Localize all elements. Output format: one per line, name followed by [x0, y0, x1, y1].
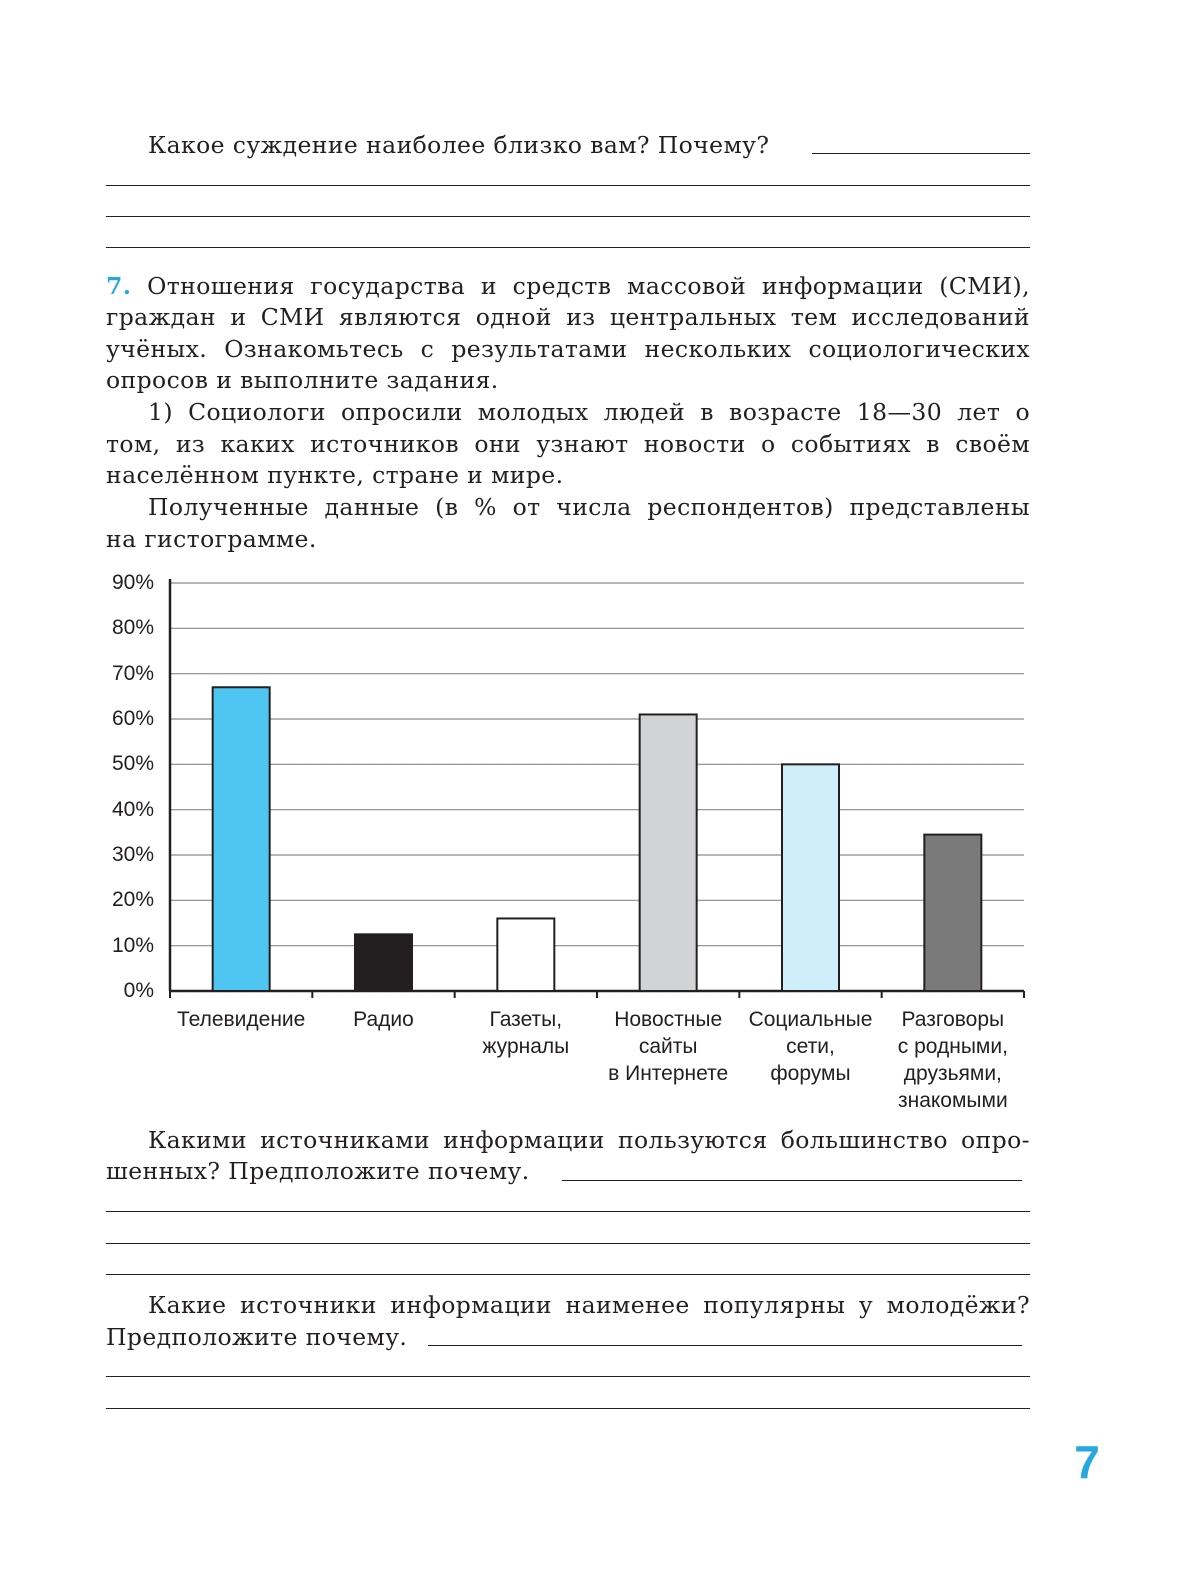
answer-line	[106, 1408, 1030, 1409]
x-category-label: Радио	[353, 1008, 414, 1031]
y-tick-label: 0%	[123, 979, 154, 1002]
y-tick-label: 80%	[111, 616, 154, 640]
bar	[497, 918, 554, 991]
task7-paragraph1-line: том, из каких источников они узнают новости о событиях в своём	[106, 430, 1030, 458]
task7-intro-line: 7. Отношения государства и средств массовой информации (СМИ),	[106, 272, 1030, 300]
y-tick-label: 90%	[111, 571, 154, 594]
x-category-label: Телевидение	[176, 1008, 306, 1031]
task7-paragraph2-line: на гистограмме.	[106, 525, 317, 553]
question-3-line: Какие источники информации наименее популярны у молодёжи?	[148, 1291, 1030, 1319]
y-tick-label: 50%	[111, 752, 154, 776]
question-2-line: Какими источниками информации пользуются большинство опро-	[148, 1126, 1030, 1154]
question-2-line: шенных? Предположите почему.	[106, 1157, 530, 1185]
bar	[213, 687, 270, 991]
question-3-line: Предположите почему.	[106, 1323, 408, 1351]
bar	[924, 835, 981, 991]
page-number: 7	[1074, 1436, 1100, 1488]
task7-intro-line: учёных. Ознакомьтесь с результатами нескольких социологических	[106, 335, 1030, 363]
answer-line	[562, 1180, 1022, 1181]
y-tick-label: 60%	[111, 707, 154, 730]
x-category-label: Социальные сети, форумы	[748, 1008, 873, 1085]
bar	[640, 714, 697, 991]
answer-line	[106, 1274, 1030, 1275]
answer-line	[106, 1376, 1030, 1377]
question-top: Какое суждение наиболее близко вам? Почему?	[148, 131, 770, 159]
y-tick-label: 10%	[111, 933, 154, 957]
x-category-label: Разговоры с родными, друзьями, знакомыми	[897, 1008, 1008, 1112]
task7-paragraph2-line: Полученные данные (в % от числа респондентов) представлены	[148, 493, 1030, 521]
x-category-label: Новостные сайты в Интернете	[608, 1008, 729, 1085]
bar	[355, 934, 412, 991]
answer-line	[106, 1211, 1030, 1212]
x-category-label: Газеты, журналы	[482, 1008, 570, 1058]
answer-line	[106, 1243, 1030, 1244]
bar	[782, 764, 839, 991]
y-tick-label: 40%	[111, 797, 154, 821]
y-tick-label: 30%	[111, 843, 154, 866]
task7-paragraph1-line: 1) Социологи опросили молодых людей в возрасте 18—30 лет о	[148, 398, 1030, 426]
answer-line	[428, 1345, 1022, 1346]
y-tick-label: 70%	[111, 661, 154, 685]
task7-paragraph1-line: населённом пункте, стране и мире.	[106, 461, 564, 489]
task7-intro-line: граждан и СМИ являются одной из центральных тем исследований	[106, 303, 1030, 331]
y-tick-label: 20%	[111, 888, 154, 912]
task7-intro-line: опросов и выполните задания.	[106, 366, 499, 394]
task-number: 7.	[106, 272, 132, 300]
